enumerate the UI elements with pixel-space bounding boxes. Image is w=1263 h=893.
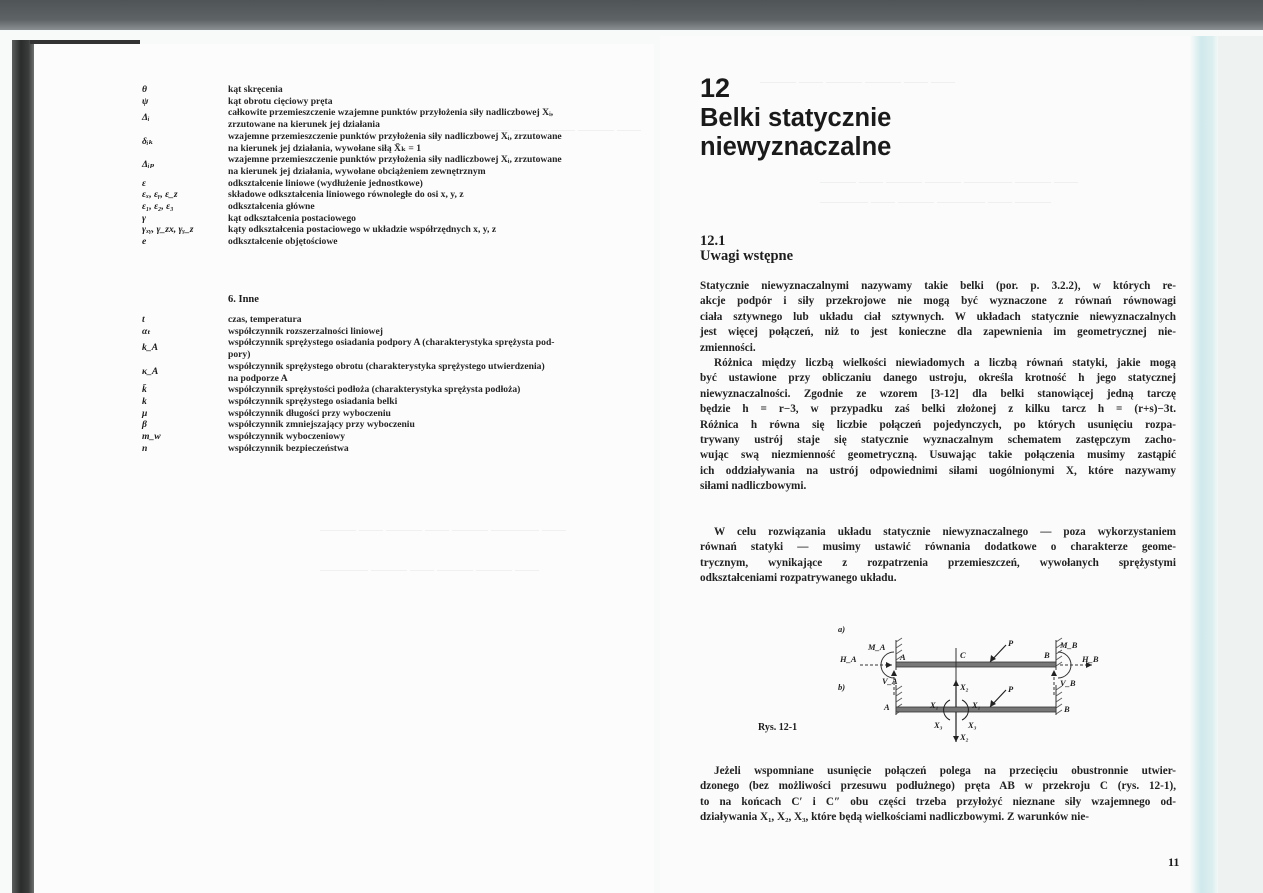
symbol-description: wzajemne przemieszczenie punktów przyłożenia siły nadliczbowej Xᵢ, zrzutowane	[228, 154, 562, 166]
symbol: θ	[142, 84, 147, 95]
paragraph	[700, 356, 1176, 495]
book-binding-edge	[12, 40, 34, 893]
symbol: k_A	[142, 342, 158, 354]
symbol-description: współczynnik bezpieczeństwa	[228, 442, 349, 454]
symbol: κ_A	[142, 365, 159, 377]
label-horizontal-a: H_A	[840, 654, 857, 664]
text-line: akcje podpór i siły przekrojowe nie mogą być wyznaczone z równań równowagi	[700, 295, 1176, 308]
text-line: działywania X₁, X₂, X₃, które będą wielkościami nadliczbowymi. Z warunków nie-	[700, 811, 1090, 824]
show-through-text: ——— —— ——— ——— —— ——	[760, 74, 955, 88]
symbol-description: współczynnik wyboczeniowy	[228, 431, 345, 442]
symbol: ε	[142, 177, 146, 189]
symbol-description: pory)	[228, 349, 251, 361]
show-through-text: ———— —— ——— ———— —— ———	[820, 194, 1051, 208]
symbol-description: czas, temperatura	[228, 314, 302, 325]
symbol-description: współczynnik długości przy wyboczeniu	[228, 407, 391, 419]
text-line: trycznym, wynikające z rozpatrzenia przemieszczeń, wywołanych sprężystymi	[700, 556, 1176, 569]
chapter-title	[700, 104, 1000, 162]
symbol: εₓ, εᵧ, ε_z	[142, 189, 178, 201]
symbol: δᵢₖ	[142, 135, 154, 147]
label-load-p: P	[1008, 638, 1014, 648]
text-line: siłami nadliczbowymi.	[700, 480, 807, 493]
label-horizontal-b: H_B	[1082, 654, 1099, 664]
symbol: αₜ	[142, 325, 151, 337]
symbol: Δᵢₚ	[142, 159, 155, 171]
label-point-a: A	[900, 652, 906, 662]
symbol-description: kąt obrotu cięciowy pręta	[228, 95, 333, 107]
label-x3-right: X₃	[968, 720, 977, 730]
page-edge-tint	[1190, 36, 1218, 893]
symbol-description: na kierunek jej działania, wywołane obciążeniem zewnętrznym	[228, 165, 486, 177]
symbol-description: na podporze A	[228, 372, 288, 384]
symbol-description: odkształcenie objętościowe	[228, 236, 338, 248]
text-line: jest więcej połączeń, niż to jest konieczne dla zapewnienia im geometrycznej nie-	[700, 326, 1176, 339]
text-line: dzonego (bez możliwości przesuwu podłużnego) pręta AB w przekroju C (rys. 12-1),	[700, 780, 1176, 793]
label-vertical-a: V_A	[882, 676, 898, 686]
figure-label-a: a)	[838, 624, 846, 634]
label-load-p-b: P	[1008, 684, 1014, 694]
text-line: będzie h = r−3, w przypadku zaś belki złożonej z kilku tarcz h = (r+s)−3t.	[700, 403, 1176, 416]
figure-caption: Rys. 12-1	[758, 722, 798, 733]
symbol-description: całkowite przemieszczenie wzajemne punktów przyłożenia siły nadliczbowej Xᵢ,	[228, 107, 554, 119]
text-line: odkształceniami rozpatrywanego układu.	[700, 572, 897, 585]
section-title: Uwagi wstępne	[700, 248, 794, 264]
text-line: Jeżeli wspomniane usunięcie połączeń polega na przecięciu obustronnie utwier-	[714, 765, 1176, 777]
symbol: β	[142, 419, 147, 431]
symbol-description: współczynnik zmniejszający przy wyboczeniu	[228, 419, 415, 431]
text-line: równań statyki — musimy ustawić równania dodatkowe o charakterze geome-	[700, 541, 1176, 554]
symbol-description: współczynnik sprężystego osiadania belki	[228, 395, 398, 407]
show-through-text: ——— —— ——— —— ——— ———— ——	[320, 522, 566, 536]
text-line: Różnica h równa się liczbie połączeń pojedynczych, po których usunięciu rozpa-	[700, 418, 1176, 431]
label-moment-b: M_B	[1060, 640, 1078, 650]
figure-label-b: b)	[838, 682, 846, 692]
symbol: m_w	[142, 431, 161, 442]
label-point-a-b: A	[884, 702, 890, 712]
symbol-description: na kierunek jej działania, wywołane siłą X̄ₖ = 1	[228, 142, 422, 154]
label-point-b-b: B	[1064, 704, 1070, 714]
section-number: 12.1	[700, 233, 726, 249]
show-through-text: ———— ——— —— ——— ——— ——	[320, 562, 539, 576]
symbol: n	[142, 442, 148, 454]
label-x1-right: X₁	[972, 700, 981, 710]
symbol: e	[142, 236, 147, 248]
symbol-description: odkształcenia główne	[228, 201, 315, 212]
symbol: k	[142, 395, 147, 407]
next-page-edge	[1218, 36, 1263, 893]
text-line: trywany ustrój staje się statycznie wyznaczalnym schematem zastępczym zacho-	[700, 434, 1176, 447]
symbol-description: kąty odkształcenia postaciowego w układzie współrzędnych x, y, z	[228, 224, 497, 236]
text-line: Statycznie niewyznaczalnymi nazywamy takie belki (por. p. 3.2.2), w których re-	[700, 280, 1176, 292]
symbol-description: kąt skręcenia	[228, 84, 283, 95]
symbol: k̄	[142, 384, 147, 396]
symbol: γ	[142, 212, 146, 224]
chapter-number: 12	[700, 73, 731, 103]
text-line: ciała sztywnego lub układu ciał sztywnych. W układach statycznie niewyznaczalnych	[700, 310, 1176, 323]
label-x2-up: X₂	[960, 682, 969, 692]
show-through-text: ——— —— ——— ——— ———— ——— ——	[820, 174, 1078, 188]
symbol: Δᵢ	[142, 112, 150, 124]
label-x3-left: X₃	[934, 720, 943, 730]
label-x2-down: X₂	[960, 732, 969, 742]
show-through-text: — —— ——— —— ——— ——	[470, 122, 641, 136]
beam-diagram-figure	[830, 620, 1100, 745]
text-line: Różnica między liczbą wielkości niewiadomych a liczbą równań statyki, jakie mogą	[714, 357, 1176, 369]
label-vertical-b: V_B	[1060, 678, 1076, 688]
text-line: zmienności.	[700, 341, 756, 354]
label-point-c: C	[960, 650, 966, 660]
paragraph	[700, 525, 1176, 587]
label-x1-left: X₁	[930, 700, 939, 710]
section-heading-other: 6. Inne	[228, 294, 259, 305]
symbol-description: kąt odkształcenia postaciowego	[228, 212, 356, 224]
symbol-description: składowe odkształcenia liniowego równoległe do osi x, y, z	[228, 189, 464, 201]
symbol-description: współczynnik sprężystości podłoża (charakterystyka sprężysta podłoża)	[228, 384, 521, 396]
paragraph	[700, 764, 1176, 826]
symbol: γₓᵧ, γ_zx, γᵧ_z	[142, 224, 194, 236]
symbol-description: odkształcenie liniowe (wydłużenie jednostkowe)	[228, 177, 423, 189]
symbol-description: zrzutowane na kierunek jej działania	[228, 119, 380, 131]
chapter-title-line: Belki statycznie	[700, 104, 892, 132]
text-line: wując swą niezmienność geometryczną. Usuwając takie połączenia musimy zastąpić	[700, 449, 1176, 462]
label-moment-a: M_A	[868, 642, 886, 652]
symbol-description: współczynnik sprężystego osiadania podpory A (charakterystyka sprężysta pod-	[228, 337, 555, 349]
text-line: niewyznaczalności. Zgodnie ze wzorem [3-12] dla belki stanowiącej jedną tarczę	[700, 387, 1176, 400]
symbol-description: wzajemne przemieszczenie punktów przyłożenia siły nadliczbowej Xᵢ, zrzutowane	[228, 130, 562, 142]
text-line: być ustawione przy obliczaniu danego ustroju, określa krotność h jego statycznej	[700, 372, 1176, 385]
symbol: ψ	[142, 95, 149, 107]
symbol: t	[142, 314, 145, 325]
text-line: ich oddziaływania na ustrój odpowiednimi siłami uogólnionymi X, które nazywamy	[700, 464, 1176, 477]
page-number: 11	[1168, 855, 1180, 869]
symbol: μ	[142, 407, 148, 419]
symbol-description: współczynnik rozszerzalności liniowej	[228, 325, 383, 337]
symbol: ε₁, ε₂, ε₃	[142, 201, 174, 212]
label-point-b: B	[1044, 650, 1050, 660]
chapter-title-line: niewyznaczalne	[700, 133, 892, 161]
text-line: W celu rozwiązania układu statycznie niewyznaczalnego — poza wykorzystaniem	[714, 526, 1176, 538]
paragraph	[700, 279, 1176, 356]
symbol-description: współczynnik sprężystego obrotu (charakterystyka sprężystego utwierdzenia)	[228, 360, 545, 372]
text-line: to na końcach C′ i C″ obu części trzeba przyłożyć nieznane siły wzajemnego od-	[700, 795, 1176, 808]
